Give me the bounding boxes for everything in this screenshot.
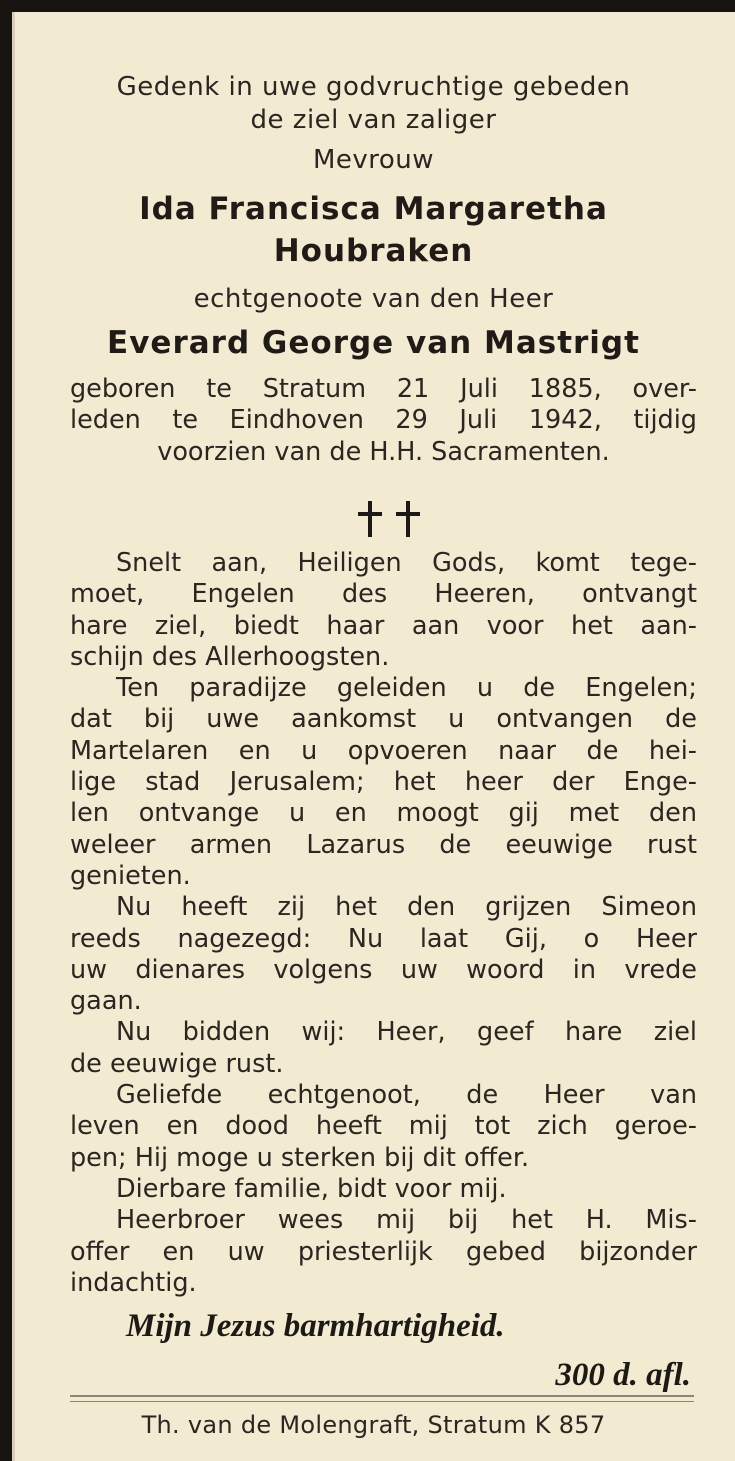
prayer-line: pen; Hij moge u sterken bij dit offer. — [70, 1142, 530, 1173]
divider-line — [70, 1395, 694, 1397]
prayer-line: lige stad Jerusalem; het heer der Enge- — [70, 767, 697, 798]
prayer-line: weleer armen Lazarus de eeuwige rust — [70, 829, 697, 860]
title-mevrouw: Mevrouw — [312, 145, 435, 175]
prayer-line: Nu heeft zij het den grijzen Simeon — [116, 892, 697, 923]
prayer-line: Ten paradijze geleiden u de Engelen; — [116, 673, 697, 704]
life-line: leden te Eindhoven 29 Juli 1942, tijdig — [70, 405, 697, 436]
prayer-line: gaan. — [70, 986, 142, 1017]
prayer-line: dat bij uwe aankomst u ontvangen de — [70, 704, 697, 735]
prayer-line: Nu bidden wij: Heer, geef hare ziel — [116, 1017, 697, 1048]
header-line-2: de ziel van zaliger — [250, 105, 497, 135]
header-line-1: Gedenk in uwe godvruchtige gebeden — [116, 72, 631, 102]
divider-line — [70, 1401, 694, 1402]
prayer-line: hare ziel, biedt haar aan voor het aan- — [70, 610, 697, 641]
prayer-line: moet, Engelen des Heeren, ontvangt — [70, 579, 697, 610]
prayer-line: Geliefde echtgenoot, de Heer van — [116, 1080, 697, 1111]
prayer-line: uw dienares volgens uw woord in vrede — [70, 954, 697, 985]
prayer-line: indachtig. — [70, 1267, 197, 1298]
prayer-line: offer en uw priesterlijk gebed bijzonder — [70, 1236, 697, 1267]
deceased-name-line-2: Houbraken — [273, 233, 474, 269]
prayer-line: genieten. — [70, 860, 191, 891]
indulgence-note: 300 d. afl. — [555, 1357, 691, 1393]
prayer-line: Snelt aan, Heiligen Gods, komt tege- — [116, 548, 697, 578]
prayer-line: len ontvange u en moogt gij met den — [70, 798, 697, 829]
double-cross-icon — [352, 499, 428, 539]
deceased-name-line-1: Ida Francisca Margaretha — [139, 191, 608, 227]
spouse-intro: echtgenoote van den Heer — [193, 284, 554, 314]
prayer-line: de eeuwige rust. — [70, 1048, 284, 1079]
spouse-name: Everard George van Mastrigt — [107, 325, 640, 361]
prayer-line: Dierbare familie, bidt voor mij. — [116, 1173, 507, 1204]
prayer-line: schijn des Allerhoogsten. — [70, 641, 390, 672]
prayer-line: Heerbroer wees mij bij het H. Mis- — [116, 1205, 697, 1236]
closing-invocation: Mijn Jezus barmhartigheid. — [126, 1308, 505, 1344]
life-dates — [70, 374, 697, 468]
life-line: voorzien van de H.H. Sacramenten. — [157, 436, 610, 467]
prayer-line: leven en dood heeft mij tot zich geroe- — [70, 1111, 697, 1142]
life-line: geboren te Stratum 21 Juli 1885, over- — [70, 374, 697, 404]
prayer-line: Martelaren en u opvoeren naar de hei- — [70, 735, 697, 766]
prayer-line: reeds nagezegd: Nu laat Gij, o Heer — [70, 923, 697, 954]
prayer-text — [70, 548, 697, 1299]
printer-imprint: Th. van de Molengraft, Stratum K 857 — [141, 1411, 606, 1439]
memorial-card — [12, 12, 735, 1461]
